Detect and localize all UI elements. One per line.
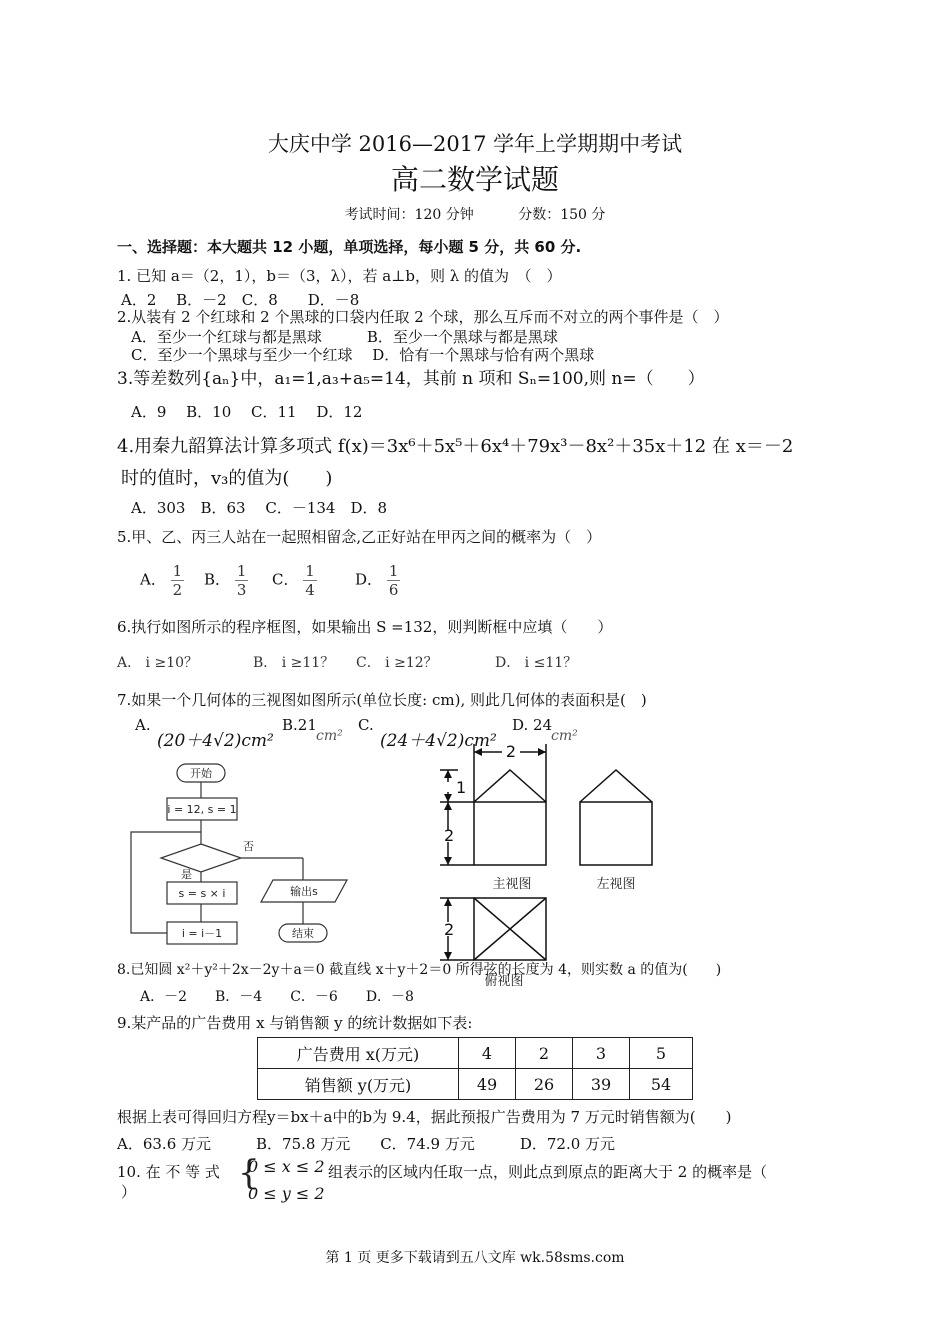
front-view-body bbox=[474, 802, 546, 865]
q9-options: A．63.6 万元 B．75.8 万元 C．74.9 万元 D．72.0 万元 bbox=[117, 1135, 616, 1153]
q6-option-d: D． i ≤11？ bbox=[495, 655, 578, 671]
q10-brace: { bbox=[238, 1153, 260, 1193]
q4-stem-line2: 时的值时，v₃的值为( ) bbox=[121, 468, 333, 489]
q10-close: ） bbox=[121, 1183, 137, 1201]
table-cell: 2 bbox=[516, 1038, 573, 1069]
front-view-caption: 主视图 bbox=[492, 877, 532, 892]
q6-option-b: B． i ≥11？ bbox=[253, 655, 335, 671]
body-height-label: 2 bbox=[444, 826, 455, 845]
table-cell: 39 bbox=[573, 1069, 630, 1100]
top-depth-label: 2 bbox=[444, 920, 455, 939]
table-cell: 销售额 y(万元) bbox=[258, 1069, 459, 1100]
table-cell: 26 bbox=[516, 1069, 573, 1100]
table-cell: 5 bbox=[630, 1038, 693, 1069]
q7-option-c-value: (24＋4√2)cm² bbox=[380, 731, 497, 751]
left-view-caption: 左视图 bbox=[596, 877, 636, 892]
q3-stem: 3.等差数列{aₙ}中，a₁=1,a₃+a₅=14，其前 n 项和 Sₙ=100,则 n=（ ） bbox=[117, 369, 705, 389]
table-cell: 49 bbox=[459, 1069, 516, 1100]
q10-inequality-2: 0 ≤ y ≤ 2 bbox=[248, 1184, 325, 1203]
exam-meta: 考试时间：120 分钟 分数：150 分 bbox=[344, 207, 606, 223]
flow-start-label: 开始 bbox=[190, 767, 212, 780]
flow-output-label: 输出s bbox=[290, 885, 318, 898]
q6-stem: 6.执行如图所示的程序框图，如果输出 S =132，则判断框中应填（ ） bbox=[117, 618, 613, 636]
table-row bbox=[258, 1069, 693, 1100]
table-row bbox=[258, 1038, 693, 1069]
subject-title: 高二数学试题 bbox=[390, 163, 559, 196]
table-cell: 广告费用 x(万元) bbox=[258, 1038, 459, 1069]
q9-stem: 9.某产品的广告费用 x 与销售额 y 的统计数据如下表: bbox=[117, 1014, 473, 1032]
q5-option-d: D． $\frac{1}{6}$ bbox=[355, 562, 399, 599]
q7-option-a-value: (20＋4√2)cm² bbox=[157, 731, 274, 751]
three-views-figure bbox=[430, 738, 670, 990]
q6-option-a: A． i ≥10？ bbox=[117, 655, 199, 671]
q9-followup: 根据上表可得回归方程y＝bx＋a中的b为 9.4，据此预报广告费用为 7 万元时销售额为( ) bbox=[117, 1108, 732, 1126]
program-flowchart bbox=[125, 760, 365, 960]
q7-option-b-unit: cm² bbox=[316, 728, 343, 744]
q2-stem: 2.从装有 2 个红球和 2 个黑球的口袋内任取 2 个球，那么互斥而不对立的两个事件是（ ） bbox=[117, 308, 729, 326]
section-heading: 一、选择题：本大题共 12 小题，单项选择，每小题 5 分，共 60 分. bbox=[117, 238, 582, 256]
q10-suffix: 组表示的区域内任取一点，则此点到原点的距离大于 2 的概率是（ bbox=[328, 1163, 768, 1181]
exam-title: 大庆中学 2016—2017 学年上学期期中考试 bbox=[267, 132, 683, 156]
flow-yes-label: 是 bbox=[181, 868, 192, 881]
q7-stem: 7.如果一个几何体的三视图如图所示(单位长度: cm), 则此几何体的表面积是( ) bbox=[117, 691, 647, 709]
roof-height-label: 1 bbox=[456, 778, 467, 797]
q3-options: A．9 B．10 C．11 D．12 bbox=[131, 403, 363, 421]
q4-stem-line1: 4.用秦九韶算法计算多项式 f(x)＝3x⁶＋5x⁵＋6x⁴＋79x³－8x²＋35x＋12 在 x＝－2 bbox=[117, 436, 794, 457]
q10-prefix: 10. 在 不 等 式 bbox=[117, 1163, 220, 1181]
page-footer: 第 1 页 更多下载请到五八文库 wk.58sms.com bbox=[325, 1250, 625, 1266]
q2-options-1: A．至少一个红球与都是黑球 B．至少一个黑球与都是黑球 bbox=[131, 328, 558, 346]
q7-option-a-label: A. bbox=[135, 716, 151, 734]
table-cell: 3 bbox=[573, 1038, 630, 1069]
q6-option-c: C． i ≥12？ bbox=[356, 655, 438, 671]
q7-option-b-label: B.21 bbox=[282, 716, 317, 734]
top-view-caption: 俯视图 bbox=[484, 974, 524, 989]
left-view-body bbox=[580, 802, 652, 865]
flow-no-label: 否 bbox=[243, 840, 254, 853]
q5-stem: 5.甲、乙、丙三人站在一起照相留念,乙正好站在甲丙之间的概率为（ ） bbox=[117, 528, 602, 546]
q7-option-d-label: D. 24 bbox=[512, 716, 553, 734]
flow-decision-node bbox=[161, 844, 241, 872]
q2-options-2: C．至少一个黑球与至少一个红球 D．恰有一个黑球与恰有两个黑球 bbox=[131, 346, 595, 364]
q5-option-a: A． $\frac{1}{2}$ bbox=[140, 562, 183, 599]
q8-options: A．－2 B．－4 C．－6 D．－8 bbox=[140, 989, 414, 1005]
table-cell: 54 bbox=[630, 1069, 693, 1100]
q7-option-d-unit: cm² bbox=[551, 728, 578, 744]
q1-stem: 1. 已知 a＝（2，1），b＝（3，λ），若 a⊥b，则 λ 的值为 （ ） bbox=[117, 267, 562, 285]
flow-end-label: 结束 bbox=[292, 927, 314, 940]
table-cell: 4 bbox=[459, 1038, 516, 1069]
width-label: 2 bbox=[505, 742, 517, 761]
q8-stem: 8.已知圆 x²＋y²＋2x－2y＋a＝0 截直线 x＋y＋2＝0 所得弦的长度为 4，则实数 a 的值为( ) bbox=[117, 962, 722, 978]
q10-inequality-1: 0 ≤ x ≤ 2 bbox=[248, 1157, 325, 1176]
q4-options: A．303 B．63 C．－134 D．8 bbox=[131, 499, 388, 517]
ad-sales-table bbox=[257, 1037, 693, 1100]
flow-step1-label: s = s × i bbox=[178, 887, 226, 900]
flow-init-label: i = 12, s = 1 bbox=[167, 803, 237, 816]
q1-options: A．2 B．－2 C．8 D．－8 bbox=[121, 291, 360, 309]
q7-option-c-label: C. bbox=[358, 716, 374, 734]
q5-option-b: B． $\frac{1}{3}$ bbox=[204, 562, 247, 599]
q5-option-c: C． $\frac{1}{4}$ bbox=[272, 562, 315, 599]
flow-step2-label: i = i－1 bbox=[181, 927, 223, 940]
